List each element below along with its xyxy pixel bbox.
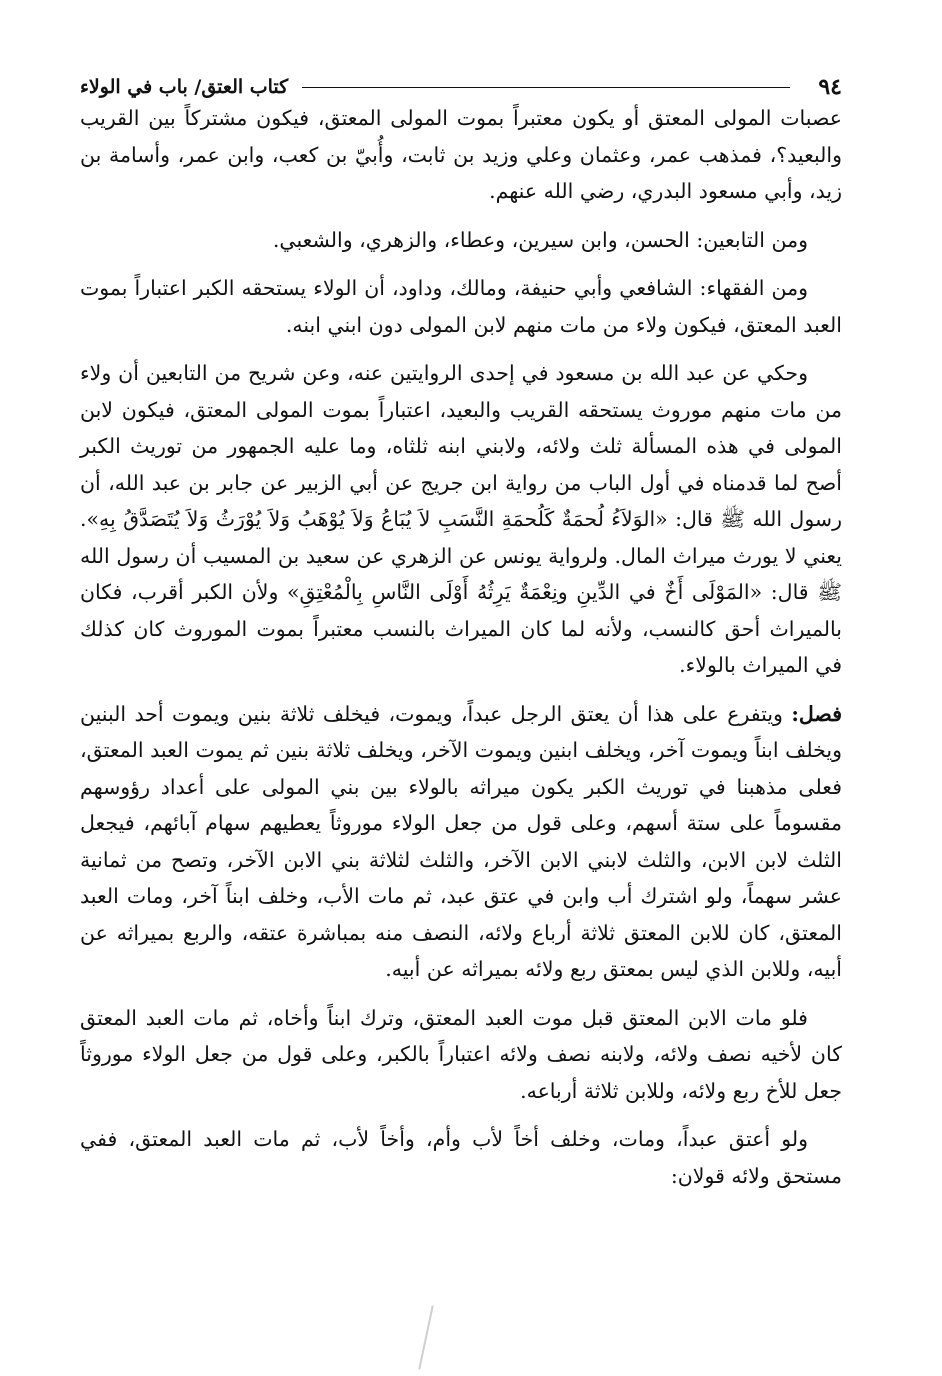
paragraph-6: فلو مات الابن المعتق قبل موت العبد المعتق، وترك ابناً وأخاه، ثم مات العبد المعتق كان لأخيه نصف ولائه، ولابنه نصف ولائه اعتباراً بالكبر، وعلى قول من جعل الولاء موروثاً جعل للأخ ربع ولائه، وللابن ثلاثة أرباعه. <box>80 1005 842 1103</box>
paragraph-5 <box>80 696 842 988</box>
paragraph-7: ولو أعتق عبداً، ومات، وخلف أخاً لأب وأم، وأخاً لأب، ثم مات العبد المعتق، ففي مستحق ولائه قولان: <box>80 1127 842 1188</box>
page-body <box>80 100 842 1300</box>
paragraph-5-text: ويتفرع على هذا أن يعتق الرجل عبداً، ويموت، فيخلف ثلاثة بنين ويموت أحد البنين ويخلف ابناً ويموت آخر، ويخلف ابنين ويموت الآخر، ويخلف ثلاثة بنين ثم يموت العبد المعتق، فعلى مذهبنا في توريث الكبر يكون ميراثه بالولاء بين بني المولى على أعداد رؤوسهم مقسوماً على ستة أسهم، وعلى قول من جعل الولاء موروثاً يعطيهم سهام آبائهم، فيجعل الثلث لابن الابن، والثلث لابني الابن الآخر، والثلث لثلاثة بني الابن الآخر، وتصح من ثمانية عشر سهماً، ولو اشترك أب وابن في عتق عبد، ثم مات الأب، وخلف ابناً آخر، ومات العبد المعتق، كان للابن المعتق ثلاثة أرباع ولائه، النصف منه بمباشرة عتقه، والربع بميراثه عن أبيه، وللابن الذي ليس بمعتق ربع ولائه بميراثه عن أبيه. <box>80 701 842 981</box>
paragraph-1: عصبات المولى المعتق أو يكون معتبراً بموت المولى المعتق، فيكون مشتركاً بين القريب والبعيد؟، فمذهب عمر، وعثمان وعلي وزيد بن ثابت، وأُبيّ بن كعب، وابن عمر، وأسامة بن زيد، وأبي مسعود البدري، رضي الله عنهم. <box>80 106 842 203</box>
paragraph-2: ومن التابعين: الحسن، وابن سيرين، وعطاء، والزهري، والشعبي. <box>272 227 808 252</box>
page-header <box>80 72 842 102</box>
header-rule <box>302 87 790 88</box>
paragraph-3: ومن الفقهاء: الشافعي وأبي حنيفة، ومالك، وداود، أن الولاء يستحقه الكبر اعتباراً بموت العبد المعتق، فيكون ولاء من مات منهم لابن المولى دون ابني ابنه. <box>80 276 842 337</box>
paragraph-4: وحكي عن عبد الله بن مسعود في إحدى الروايتين عنه، وعن شريح من التابعين أن ولاء من مات منهم موروث يستحقه القريب والبعيد، اعتباراً بموت المولى المعتق، فيكون لابن المولى في هذه المسألة ثلث ولائه، ولابني ابنه ثلثاه، وما عليه الجمهور من توريث الكبر أصح لما قدمناه في أول الباب من رواية ابن جريج عن أبي الزبير عن جابر بن عبد الله، أن رسول الله ﷺ قال: «الوَلاَءُ لُحمَةٌ كَلُحمَةِ النَّسَبِ لاَ يُبَاعُ وَلاَ يُوْهَبُ وَلاَ يُوْرَثُ وَلاَ يُتَصَدَّقُ بِهِ». يعني لا يورث ميراث المال. ولرواية يونس عن الزهري عن سعيد بن المسيب أن رسول الله ﷺ قال: «المَوْلَى أَخٌ في الدِّينِ ونِعْمَةٌ يَرِثُهُ أَوْلَى النَّاسِ بِالْمُعْتِقِ» ولأن الكبر أقرب، فكان بالميراث أحق كالنسب، ولأنه لما كان الميراث بالنسب معتبراً بموت الموروث كان كذلك في الميراث بالولاء. <box>80 361 842 677</box>
running-title: كتاب العتق/ باب في الولاء <box>80 76 289 98</box>
page-number: ٩٤ <box>818 74 842 100</box>
section-label: فصل: <box>791 701 842 726</box>
scan-mark <box>418 1306 433 1370</box>
